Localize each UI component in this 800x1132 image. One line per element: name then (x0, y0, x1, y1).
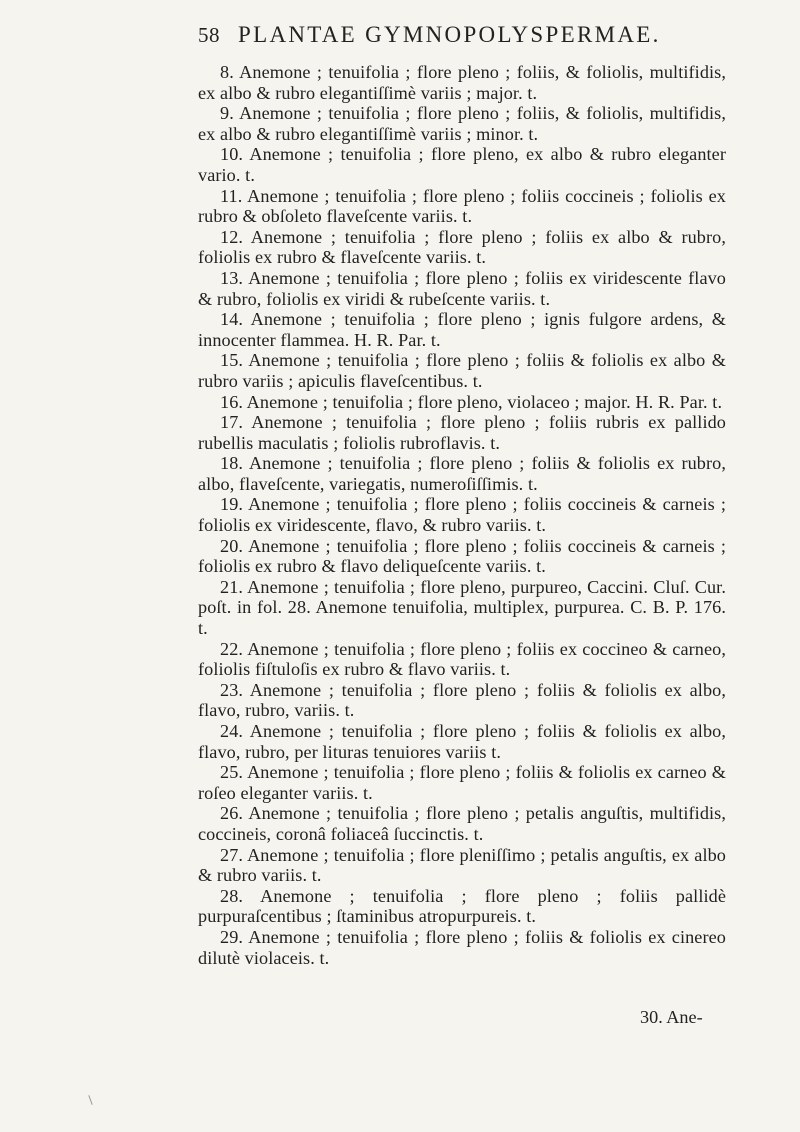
entry-17: 17. Anemone ; tenuifolia ; flore pleno ; foliis rubris ex pallido rubellis maculatis ; foliolis rubroflavis. t. (198, 412, 726, 453)
entry-13: 13. Anemone ; tenuifolia ; flore pleno ; foliis ex viridescente flavo & rubro, foliolis ex viridi & rubeſcente variis. t. (198, 267, 726, 309)
catchword: 30. Ane- (640, 1007, 703, 1027)
entry-16: 16. Anemone ; tenuifolia ; flore pleno, violaceo ; major. H. R. Par. t. (220, 391, 723, 412)
entry-20: 20. Anemone ; tenuifolia ; flore pleno ; foliis coccineis & carneis ; foliolis ex rubro & flavo deliqueſcente variis. t. (198, 535, 726, 577)
running-head: PLANTAE GYMNOPOLYSPERMAE. (238, 22, 661, 47)
entry-19: 19. Anemone ; tenuifolia ; flore pleno ; foliis coccineis & carneis ; foliolis ex viridescente, flavo, & rubro variis. t. (198, 494, 726, 536)
entry-28: 28. Anemone ; tenuifolia ; flore pleno ; foliis pallidè purpuraſcentibus ; ſtaminibus atropurpureis. t. (198, 885, 726, 927)
entry-27: 27. Anemone ; tenuifolia ; flore pleniſſimo ; petalis anguſtis, ex albo & rubro variis. t. (198, 844, 726, 886)
entry-11: 11. Anemone ; tenuifolia ; flore pleno ; foliis coccineis ; foliolis ex rubro & obſoleto flaveſcente variis. t. (198, 185, 726, 227)
entry-25: 25. Anemone ; tenuifolia ; flore pleno ; foliis & foliolis ex carneo & roſeo eleganter variis. t. (198, 762, 726, 803)
page-header (198, 22, 738, 52)
entry-24: 24. Anemone ; tenuifolia ; flore pleno ; foliis & foliolis ex albo, flavo, rubro, per lituras tenuiores variis t. (198, 721, 726, 762)
entry-9: 9. Anemone ; tenuifolia ; flore pleno ; foliis, & foliolis, multifidis, ex albo & rubro elegantiſſimè variis ; minor. t. (198, 103, 726, 144)
entry-12: 12. Anemone ; tenuifolia ; flore pleno ; foliis ex albo & rubro, foliolis ex rubro & flaveſcente variis. t. (198, 226, 726, 268)
entry-22: 22. Anemone ; tenuifolia ; flore pleno ; foliis ex coccineo & carneo, foliolis fiſtuloſis ex rubro & flavo variis. t. (198, 638, 726, 680)
entry-18: 18. Anemone ; tenuifolia ; flore pleno ; foliis & foliolis ex rubro, albo, flaveſcente, variegatis, numeroſiſſimis. t. (198, 453, 726, 494)
entry-10: 10. Anemone ; tenuifolia ; flore pleno, ex albo & rubro eleganter vario. t. (198, 144, 726, 185)
entry-list (198, 62, 726, 968)
entry-26: 26. Anemone ; tenuifolia ; flore pleno ; petalis anguſtis, multifidis, coccineis, coronâ foliaceâ ſuccinctis. t. (198, 803, 726, 844)
entry-14: 14. Anemone ; tenuifolia ; flore pleno ; ignis fulgore ardens, & innocenter flammea. H. R. Par. t. (198, 309, 726, 350)
entry-8: 8. Anemone ; tenuifolia ; flore pleno ; foliis, & foliolis, multifidis, ex albo & rubro elegantiſſimè variis ; major. t. (198, 62, 726, 103)
entry-21: 21. Anemone ; tenuifolia ; flore pleno, purpureo, Caccini. Cluſ. Cur. poſt. in fol. 28. Anemone tenuifolia, multiplex, purpurea. C. B. P. 176. t. (198, 576, 726, 639)
margin-mark (88, 1095, 92, 1105)
entry-15: 15. Anemone ; tenuifolia ; flore pleno ; foliis & foliolis ex albo & rubro variis ; apiculis flaveſcentibus. t. (198, 350, 726, 391)
entry-23: 23. Anemone ; tenuifolia ; flore pleno ; foliis & foliolis ex albo, flavo, rubro, variis. t. (198, 679, 726, 721)
page-number: 58 (198, 23, 220, 47)
entry-29: 29. Anemone ; tenuifolia ; flore pleno ; foliis & foliolis ex cinereo dilutè violaceis. t. (198, 926, 726, 968)
